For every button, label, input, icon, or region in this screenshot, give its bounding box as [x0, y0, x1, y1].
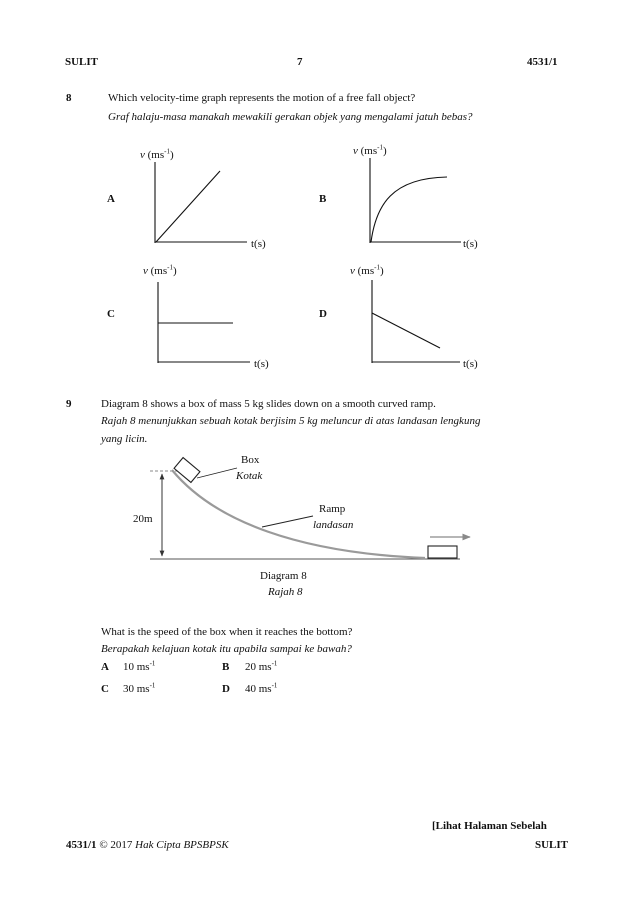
footer-paper-code: 4531/1 [66, 839, 97, 851]
unit-exponent: -1 [164, 147, 170, 156]
option-value-exponent: -1 [149, 659, 156, 668]
box-label-malay: Kotak [236, 470, 263, 482]
graph-d-y-axis-label [350, 265, 384, 278]
paper-code: 4531/1 [527, 56, 558, 68]
unit-close: ) [379, 265, 384, 277]
unit-exponent: -1 [167, 263, 173, 272]
unit-exponent: -1 [377, 143, 383, 152]
question-9-text-malay-line-1: Rajah 8 menunjukkan sebuah kotak berjisim 5 kg meluncur di atas landasan lengkung [101, 415, 481, 427]
velocity-unit: (ms [147, 149, 165, 161]
box-label-english: Box [241, 454, 260, 466]
diagram-caption-malay: Rajah 8 [268, 586, 303, 598]
question-9-text-english: Diagram 8 shows a box of mass 5 kg slides down on a smooth curved ramp. [101, 398, 436, 410]
ramp-curve [172, 470, 425, 558]
graph-b-y-axis-label [353, 145, 387, 158]
height-label: 20m [133, 513, 153, 525]
ramp-leader-line [262, 516, 313, 527]
graph-a-y-axis-label [140, 149, 174, 162]
unit-close: ) [382, 145, 387, 157]
box-bottom [428, 546, 457, 558]
graph-c [158, 282, 250, 363]
footer-copyright [66, 839, 229, 852]
velocity-unit: (ms [357, 265, 375, 277]
graph-d-x-axis-label: t(s) [463, 358, 478, 370]
velocity-symbol: v [350, 265, 355, 277]
graph-a [155, 162, 247, 243]
ramp-label-english: Ramp [319, 503, 346, 515]
graph-c-y-axis-label [143, 265, 177, 278]
option-a-letter: A [101, 661, 109, 673]
graph-b-x-axis-label: t(s) [463, 238, 478, 250]
velocity-unit: (ms [360, 145, 378, 157]
graph-b-plot-curve [371, 177, 447, 242]
question-9-number: 9 [66, 398, 72, 410]
unit-close: ) [172, 265, 177, 277]
graph-a-option-letter: A [107, 193, 115, 205]
footer-classification: SULIT [535, 839, 569, 851]
ramp-label-malay: landasan [313, 519, 354, 531]
copyright-holder: Hak Cipta BPSBPSK [135, 839, 229, 851]
question-9-ask-english: What is the speed of the box when it reaches the bottom? [101, 626, 353, 638]
option-value-text: 10 ms [123, 661, 150, 673]
option-value-text: 40 ms [245, 683, 272, 695]
graph-c-x-axis-label: t(s) [254, 358, 269, 370]
option-b-letter: B [222, 661, 230, 673]
option-value-exponent: -1 [149, 681, 156, 690]
graph-b-option-letter: B [319, 193, 327, 205]
option-value-text: 30 ms [123, 683, 150, 695]
option-d-letter: D [222, 683, 230, 695]
graph-d-option-letter: D [319, 308, 327, 320]
option-value-text: 20 ms [245, 661, 272, 673]
graph-d-plot-line [372, 313, 440, 348]
option-value-exponent: -1 [271, 659, 278, 668]
velocity-symbol: v [353, 145, 358, 157]
unit-exponent: -1 [374, 263, 380, 272]
option-value-exponent: -1 [271, 681, 278, 690]
diagram-caption-english: Diagram 8 [260, 570, 307, 582]
copyright-year: © 2017 [99, 839, 133, 851]
header-classification: SULIT [65, 56, 99, 68]
box-top [174, 458, 200, 483]
option-d-value [245, 683, 277, 696]
velocity-unit: (ms [150, 265, 168, 277]
graph-b [370, 158, 461, 243]
question-8-number: 8 [66, 92, 72, 104]
velocity-symbol: v [140, 149, 145, 161]
question-8-text-malay: Graf halaju-masa manakah mewakili gerakan objek yang mengalami jatuh bebas? [108, 111, 473, 123]
question-9-text-malay-line-2: yang licin. [101, 433, 148, 445]
question-8-text-english: Which velocity-time graph represents the motion of a free fall object? [108, 92, 416, 104]
box-leader-line [197, 468, 237, 478]
option-b-value [245, 661, 277, 674]
next-page-note: [Lihat Halaman Sebelah [432, 820, 547, 832]
option-a-value [123, 661, 155, 674]
velocity-symbol: v [143, 265, 148, 277]
option-c-letter: C [101, 683, 109, 695]
diagram-8 [150, 458, 470, 559]
option-c-value [123, 683, 155, 696]
question-9-ask-malay: Berapakah kelajuan kotak itu apabila sampai ke bawah? [101, 643, 352, 655]
unit-close: ) [169, 149, 174, 161]
page-number: 7 [297, 56, 303, 68]
graph-c-option-letter: C [107, 308, 115, 320]
graph-a-plot-line [156, 171, 220, 242]
graph-d [372, 280, 460, 363]
graph-a-x-axis-label: t(s) [251, 238, 266, 250]
